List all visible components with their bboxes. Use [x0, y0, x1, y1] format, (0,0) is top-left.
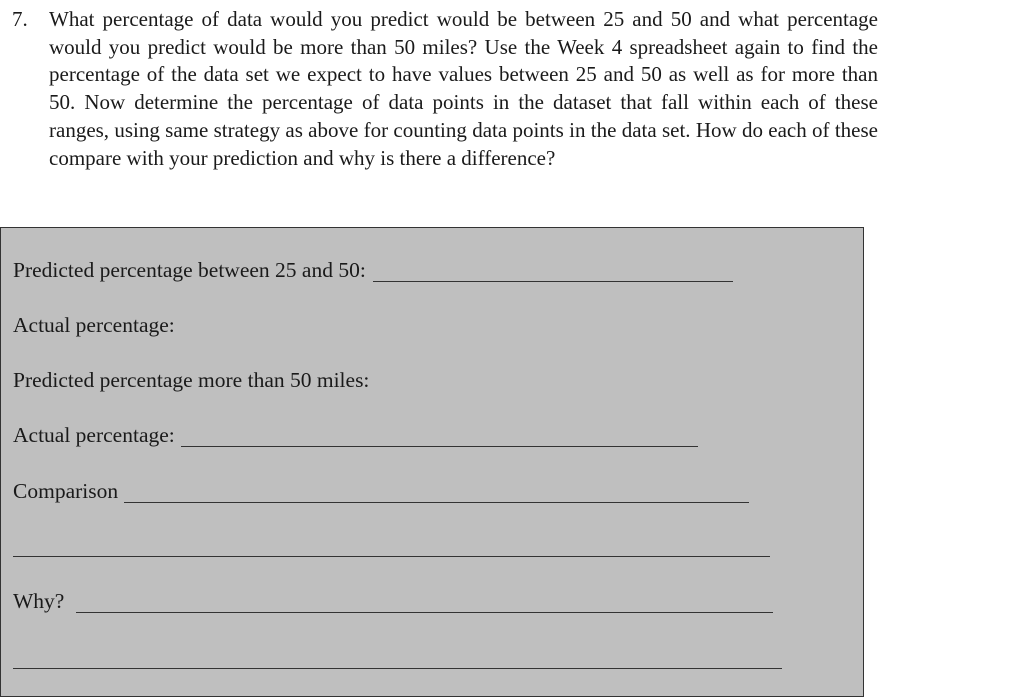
- answer-box: [0, 227, 864, 697]
- comparison-continued-row: [13, 534, 770, 557]
- predicted-over-50-row: [13, 368, 369, 392]
- question-text: What percentage of data would you predict would be between 25 and 50 and what percentage would you predict would be more than 50 miles? Use the Week 4 spreadsheet again to find the percentage of the data set we expect to have values between 25 and 50 as well as for more than 50. Now determine the percentage of data points in the dataset that fall within each of these ranges, using same strategy as above for counting data points in the data set. How do each of these compare with your prediction and why is there a difference?: [49, 7, 878, 170]
- comparison-blank[interactable]: [124, 480, 749, 503]
- actual-percentage-2-row: [13, 423, 698, 447]
- why-continued-row: [13, 646, 782, 669]
- actual-percentage-2-blank[interactable]: [181, 424, 698, 447]
- actual-percentage-1-row: [13, 313, 175, 337]
- why-blank[interactable]: [76, 590, 773, 613]
- comparison-label: Comparison: [13, 479, 119, 503]
- actual-percentage-2-label: Actual percentage:: [13, 423, 175, 447]
- predicted-25-50-row: [13, 258, 733, 282]
- question-number: 7.: [12, 7, 28, 31]
- comparison-continued-blank[interactable]: [13, 534, 770, 557]
- why-continued-blank[interactable]: [13, 646, 782, 669]
- comparison-row: [13, 479, 749, 503]
- predicted-25-50-label: Predicted percentage between 25 and 50:: [13, 258, 366, 282]
- actual-percentage-1-label: Actual percentage:: [13, 313, 175, 337]
- why-label: Why?: [13, 589, 65, 613]
- why-row: [13, 589, 773, 613]
- predicted-over-50-label: Predicted percentage more than 50 miles:: [13, 368, 370, 392]
- question-7: [12, 6, 878, 172]
- predicted-25-50-blank[interactable]: [373, 259, 733, 282]
